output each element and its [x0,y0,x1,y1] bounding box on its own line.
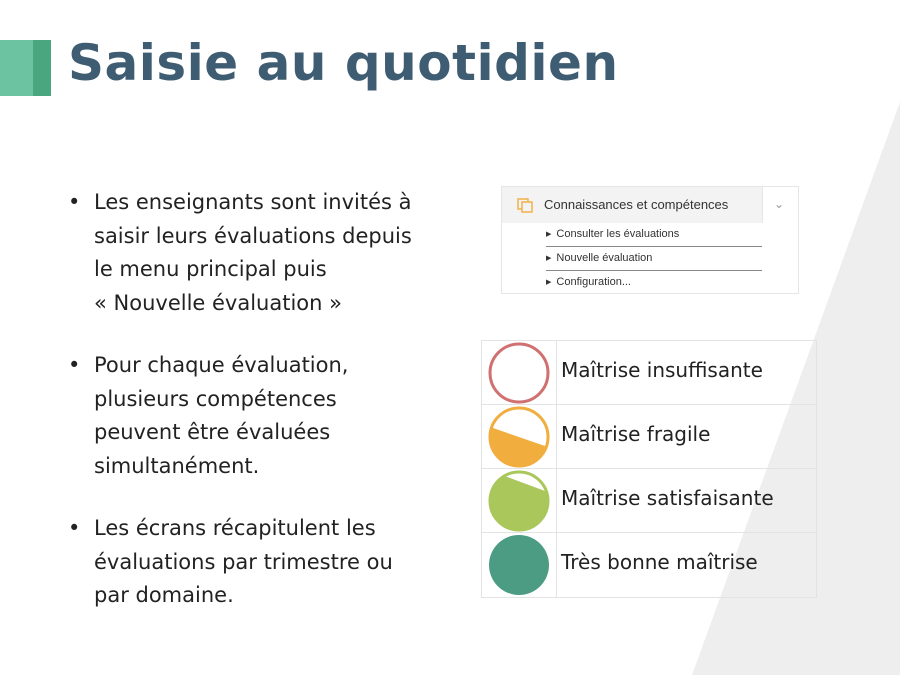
slide-title: Saisie au quotidien [68,34,619,92]
chevron-down-icon[interactable]: ⌄ [774,197,785,211]
bullet-item [68,512,440,613]
stacked-squares-icon [517,198,533,213]
legend-column-divider [556,340,557,598]
menu-item-label: Consulter les évaluations [556,228,680,240]
bullet-line: peuvent être évaluées [94,420,331,444]
menu-item-consulter[interactable] [546,223,762,247]
legend-row [481,468,817,533]
title-accent-bar-dark [33,40,51,96]
competences-menu [501,186,799,294]
legend-label: Maîtrise fragile [561,422,711,446]
legend-row [481,532,817,598]
legend-border [816,340,817,598]
triangle-right-icon: ▶ [546,255,552,262]
bullet-line: Les écrans récapitulent les [94,516,376,540]
mastery-very-good-icon [486,533,552,597]
legend-row [481,340,817,405]
bullet-dot: • [68,353,81,377]
mastery-legend [481,340,817,598]
bullet-list [68,186,440,642]
legend-label: Maîtrise satisfaisante [561,486,774,510]
bullet-line: par domaine. [94,583,234,607]
mastery-satisfactory-icon [486,469,552,533]
menu-item-nouvelle[interactable] [546,247,762,271]
menu-item-label: Nouvelle évaluation [556,252,653,264]
bullet-line: plusieurs compétences [94,386,337,411]
menu-header[interactable] [502,187,762,223]
bullet-dot: • [68,516,81,540]
legend-label: Très bonne maîtrise [561,550,758,574]
bullet-line: Les enseignants sont invités à [94,190,412,214]
mastery-fragile-icon [486,405,552,469]
menu-title: Connaissances et compétences [544,197,729,212]
legend-label: Maîtrise insuffisante [561,358,763,382]
menu-item-label: Configuration... [556,276,631,288]
bullet-line: « Nouvelle évaluation » [94,290,342,315]
bullet-line: Pour chaque évaluation, [94,353,349,377]
bullet-line: le menu principal puis [94,257,327,281]
triangle-right-icon: ▶ [546,279,552,286]
menu-divider [762,187,763,223]
legend-row [481,404,817,469]
bullet-line: simultanément. [94,453,260,478]
mastery-insufficient-icon [486,341,552,405]
bullet-line: saisir leurs évaluations depuis [94,223,412,248]
legend-border [481,340,482,598]
menu-item-configuration[interactable] [546,271,762,294]
bullet-dot: • [68,190,81,214]
bullet-item [68,349,440,483]
bullet-item [68,186,440,320]
triangle-right-icon: ▶ [546,231,552,238]
bullet-line: évaluations par trimestre ou [94,549,393,574]
title-accent-bar [0,40,33,96]
